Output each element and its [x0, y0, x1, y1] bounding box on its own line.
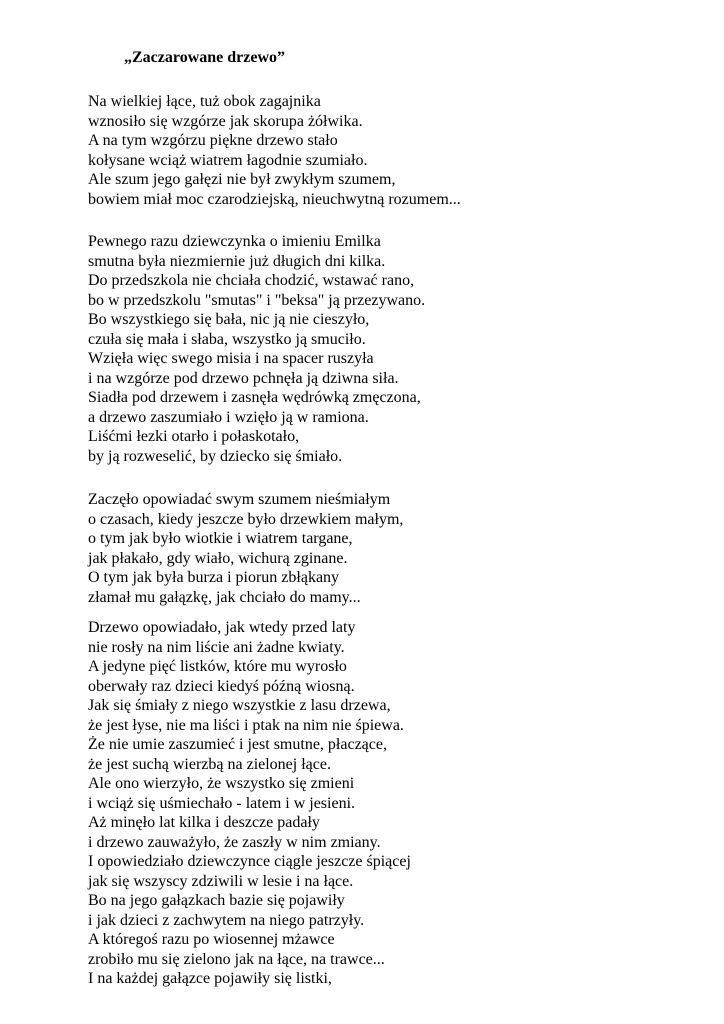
poem-line: A jedyne pięć listków, które mu wyrosło	[88, 658, 347, 675]
poem-line: i wciąż się uśmiechało - latem i w jesieni.	[88, 794, 356, 812]
poem-line: że jest suchą wierzbą na zielonej łące.	[88, 755, 331, 773]
poem-line: A na tym wzgórzu piękne drzewo stało	[88, 132, 338, 149]
poem-line: o czasach, kiedy jeszcze było drzewkiem małym,	[88, 510, 404, 528]
poem-line: O tym jak była burza i piorun zbłąkany	[88, 569, 340, 586]
poem-line: Że nie umie zaszumieć i jest smutne, płaczące,	[88, 736, 387, 753]
poem-line: Aż minęło lat kilka i deszcze padały	[88, 814, 320, 831]
poem-line: Ale szum jego gałęzi nie był zwykłym szumem,	[88, 171, 396, 188]
poem-title: „Zaczarowane drzewo”	[124, 49, 285, 66]
stanza	[88, 92, 461, 209]
poem-line: Ale ono wierzyło, że wszystko się zmieni	[88, 775, 355, 792]
poem-line: zrobiło mu się zielono jak na łące, na trawce...	[88, 950, 385, 968]
poem-line: Bo na jego gałązkach bazie się pojawiły	[88, 892, 345, 909]
poem-line: wznosiło się wzgórze jak skorupa żółwika.	[88, 112, 363, 130]
poem-line: Siadła pod drzewem i zasnęła wędrówką zmęczona,	[88, 389, 421, 406]
stanza	[88, 232, 425, 466]
poem-line: jak płakało, gdy wiało, wichurą zginane.	[88, 549, 348, 567]
poem-line: Zaczęło opowiadać swym szumem nieśmiałym	[88, 491, 391, 508]
poem-line: Bo wszystkiego się bała, nic ją nie cieszyło,	[88, 311, 370, 328]
poem-line: złamał mu gałązkę, jak chciało do mamy...	[88, 588, 361, 606]
poem-line: A któregoś razu po wiosennej mżawce	[88, 931, 335, 948]
poem-line: czuła się mała i słaba, wszystko ją smuciło.	[88, 330, 366, 348]
poem-line: Liśćmi łezki otarło i połaskotało,	[88, 428, 300, 445]
poem-line: i jak dzieci z zachwytem na niego patrzyły.	[88, 911, 365, 929]
poem-line: Pewnego razu dziewczynka o imieniu Emilka	[88, 233, 381, 250]
poem-line: bo w przedszkolu "smutas" i "beksa" ją przezywano.	[88, 291, 426, 309]
poem-line: oberwały raz dzieci kiedyś późną wiosną.	[88, 677, 355, 695]
poem-line: kołysane wciąż wiatrem łagodnie szumiało.	[88, 151, 368, 169]
poem-line: I opowiedziało dziewczyncе ciągle jeszcze śpiącej	[88, 853, 411, 870]
stanza	[88, 490, 403, 607]
poem-line: Wzięła więc swego misia i na spacer ruszyła	[88, 350, 374, 367]
poem-line: smutna była niezmiernie już długich dni kilka.	[88, 252, 386, 270]
poem-line: że jest łyse, nie ma liści i ptak na nim nie śpiewa.	[88, 716, 404, 734]
stanza	[88, 618, 411, 989]
poem-line: I na każdej gałązce pojawiły się listki,	[88, 970, 332, 987]
poem-line: by ją rozweselić, by dziecko się śmiało.	[88, 447, 343, 465]
poem-line: i na wzgórze pod drzewo pchnęła ją dziwna siła.	[88, 369, 399, 387]
poem-line: bowiem miał moc czarodziejską, nieuchwytną rozumem...	[88, 190, 461, 208]
poem-line: Jak się śmiały z niego wszystkie z lasu drzewa,	[88, 697, 391, 714]
poem-line: Drzewo opowiadało, jak wtedy przed laty	[88, 619, 356, 636]
poem-line: i drzewo zauważyło, że zaszły w nim zmiany.	[88, 833, 381, 851]
poem-line: jak się wszyscy zdziwili w lesie i na łące.	[88, 872, 354, 890]
poem-line: nie rosły na nim liście ani żadne kwiaty.	[88, 638, 345, 656]
poem-line: a drzewo zaszumiało i wzięło ją w ramiona.	[88, 408, 369, 426]
poem-line: Do przedszkola nie chciała chodzić, wstawać rano,	[88, 272, 415, 289]
poem-line: o tym jak było wiotkie i wiatrem targane,	[88, 530, 353, 547]
poem-line: Na wielkiej łące, tuż obok zagajnika	[88, 93, 321, 110]
